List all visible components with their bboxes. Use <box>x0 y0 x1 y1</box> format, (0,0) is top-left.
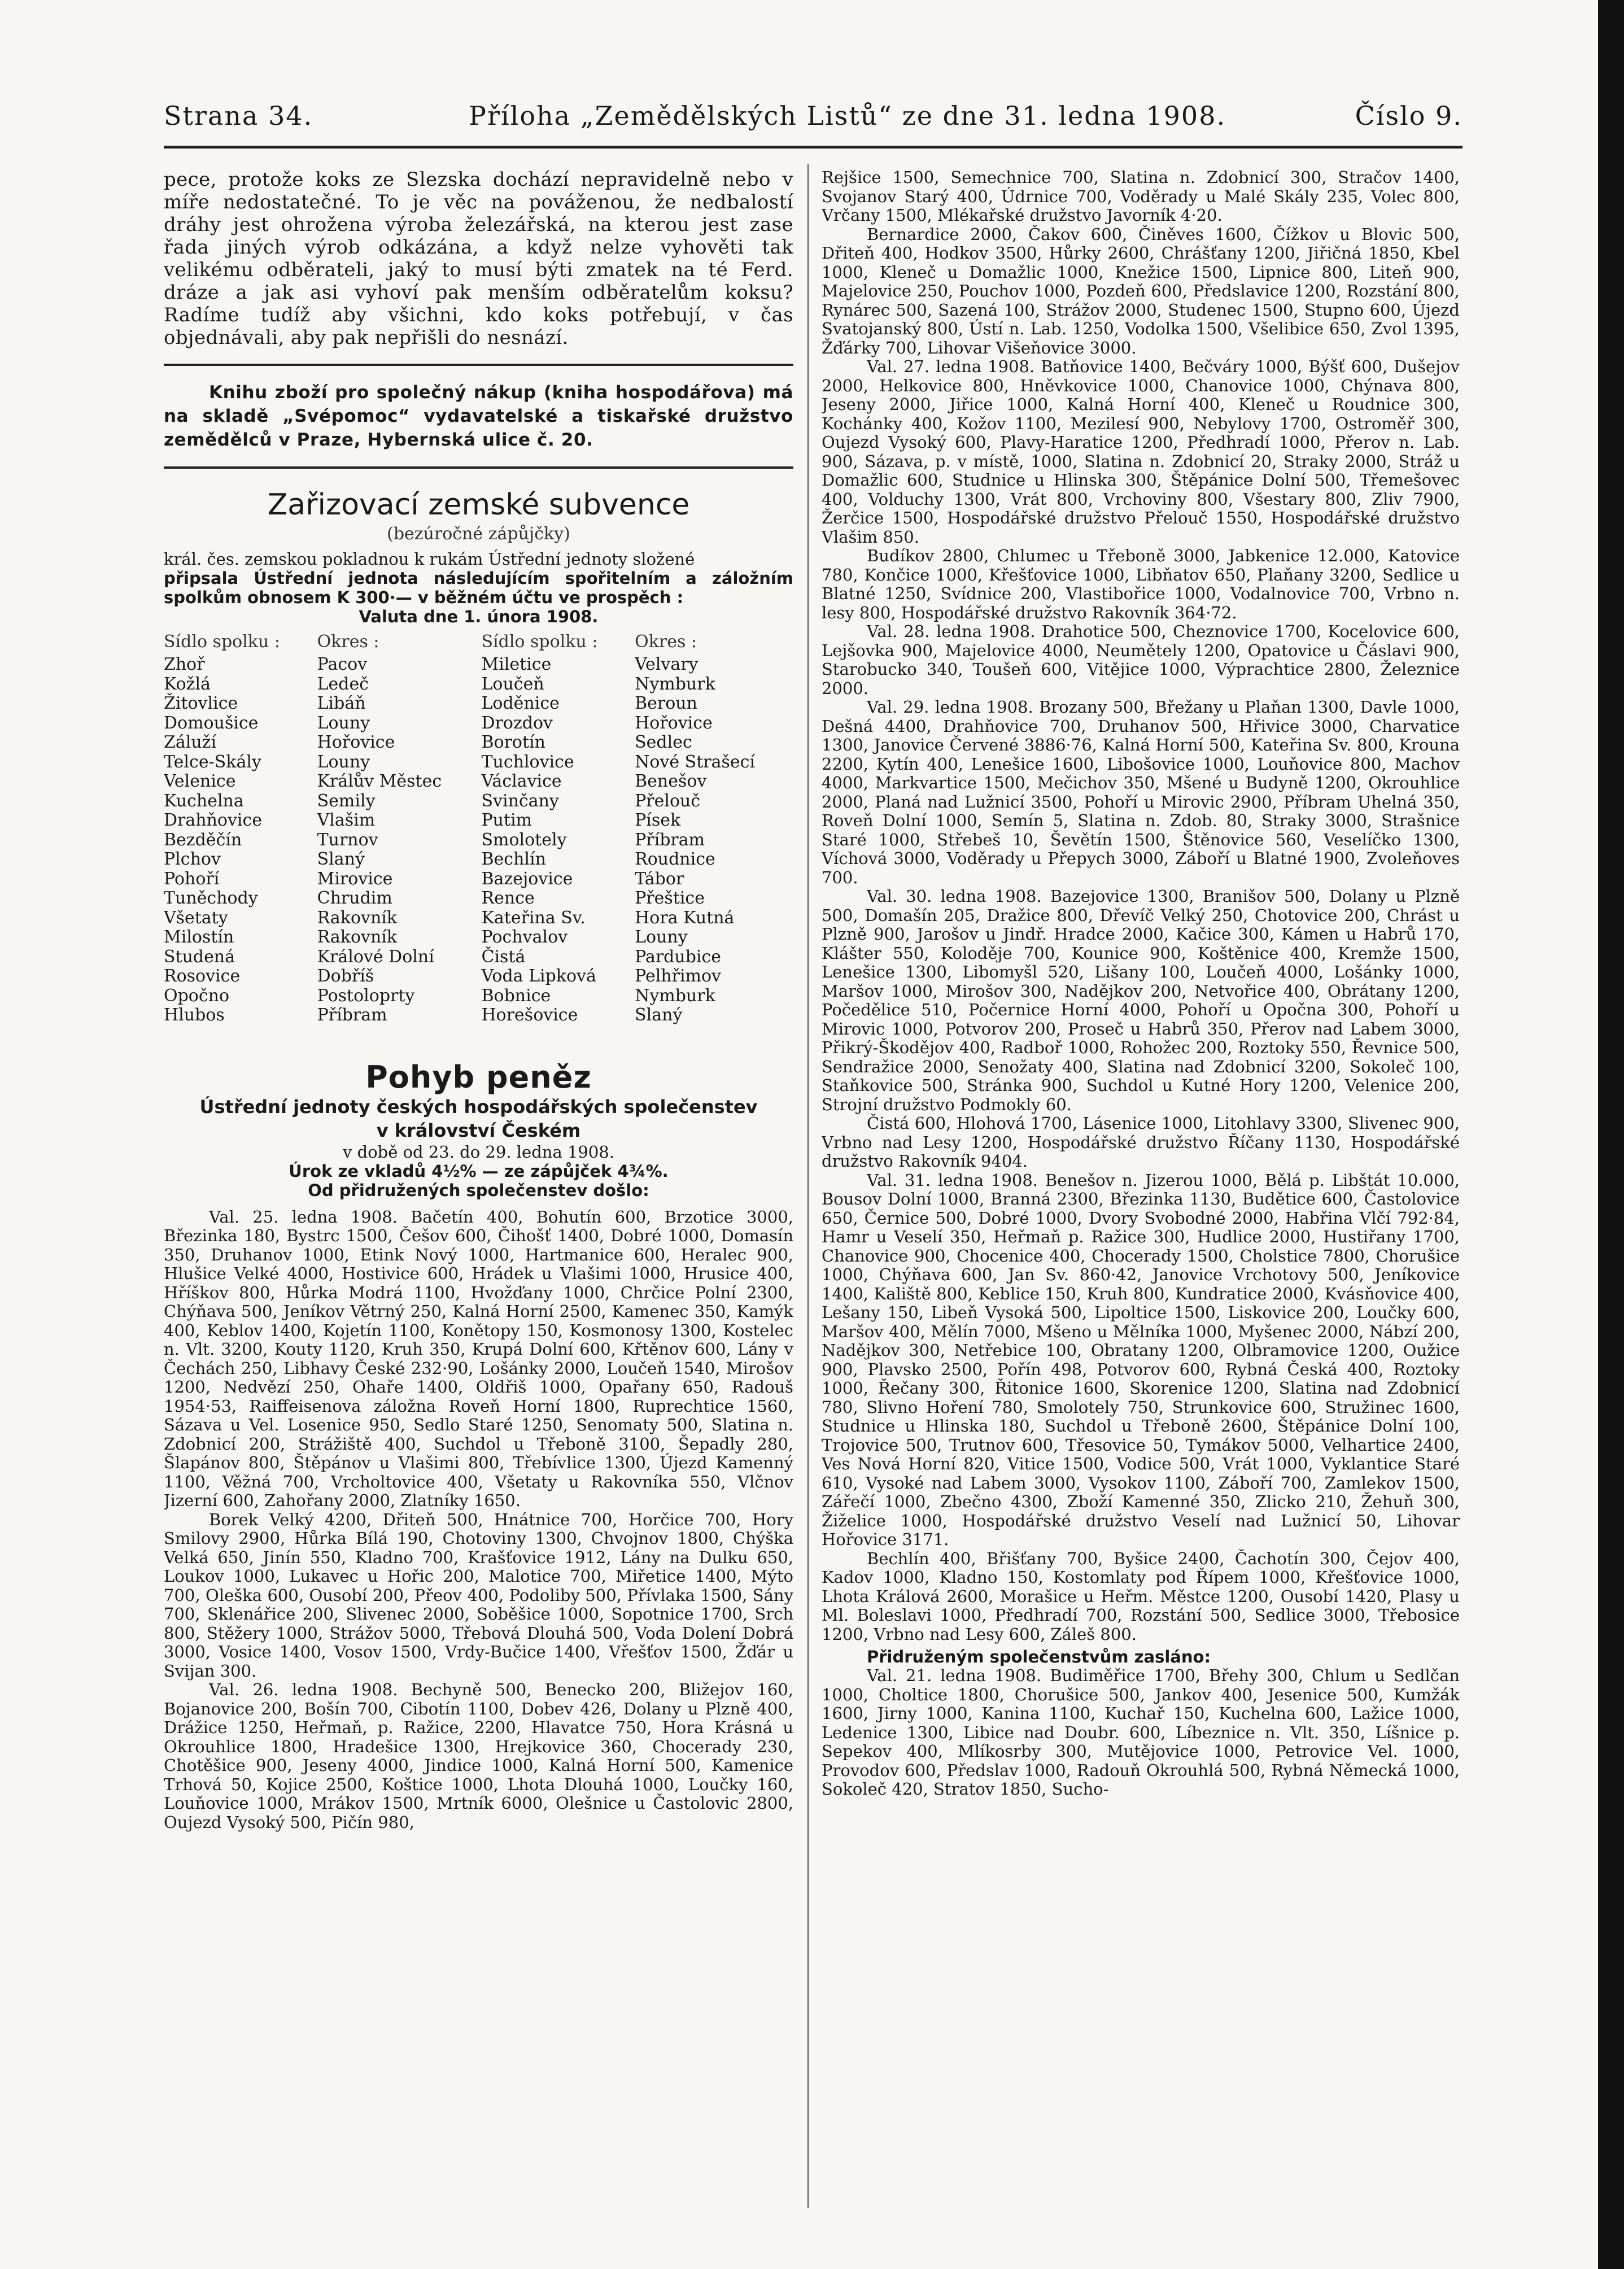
entry-paragraph: Val. 31. ledna 1908. Benešov n. Jizerou 1000, Bělá p. Libštát 10.000, Bousov Dolní 1000, Branná 2300, Březinka 1130, Budětice 600, Častolovice 650, Černice 500, Dobré 1000, Dvory Svobodné 2000, Habřina Vlčí 792·84, Hamr u Veselí 350, Heřmaň p. Ražice 300, Hudlice 2000, Hustiřany 1700, Chanovice 900, Chocenice 400, Chocerady 1500, Cholstice 7800, Chorušice 1000, Chýňava 600, Jan Sv. 860·42, Janovice Vrchotovy 500, Jeníkovice 1400, Kaliště 800, Keblice 150, Kruh 800, Kundratice 2000, Kvásňovice 400, Lešany 150, Libeň Vysoká 500, Lipoltice 1500, Liskovice 200, Loučky 600, Maršov 400, Mělín 7000, Mšeno u Mělníka 1000, Myšenec 2000, Nábzí 200, Nadějkov 300, Netřebice 100, Obratany 1200, Olbramovice 1200, Oužice 900, Plavsko 2500, Pořín 498, Potvorov 600, Rybná Česká 400, Roztoky 1000, Řečany 300, Řitonice 1600, Skorenice 1200, Slatina nad Zdobnicí 780, Slivno Hoření 780, Smolotely 750, Strunkovice 600, Stružinec 1600, Studnice u Hlinska 180, Suchdol u Třeboně 2600, Štěpánice Dolní 100, Trojovice 500, Trutnov 600, Třesovice 50, Tymákov 5000, Velhartice 2400, Ves Nová Horní 820, Vitice 1500, Vodice 500, Vrát 1000, Vyklantice Staré 610, Vysoké nad Labem 3000, Vysokov 1100, Záboří 700, Zamlekov 1500, Zářečí 1000, Zbečno 4300, Zboží Kamenné 350, Zlicko 210, Žehuň 300, Žiželice 1000, Hospodářské družstvo Veselí nad Lužnicí 50, Lihovar Hořovice 3171. <box>822 1170 1460 1549</box>
subsidy-table-cell: Miletice <box>481 654 552 674</box>
subsidy-table-row <box>164 967 793 987</box>
entry-paragraph: Val. 30. ledna 1908. Bazejovice 1300, Branišov 500, Dolany u Plzně 500, Domašín 205, Dražice 800, Dřevíč Velký 250, Chotovice 200, Chrást u Plzně 900, Jarošov u Jindř. Hradce 2000, Kačice 300, Kámen u Habrů 170, Klášter 550, Koloděje 700, Kounice 900, Koštěnice 400, Kremže 1500, Lenešice 1300, Libomyšl 520, Lišany 100, Loučeň 4000, Lošánky 1000, Maršov 1000, Mirošov 300, Nadějkov 200, Netvořice 400, Obrátany 1200, Počedělice 510, Počernice Horní 4000, Pohoří u Opočna 300, Pohoří u Mirovic 1000, Potvorov 200, Proseč u Habrů 350, Přerov nad Labem 3000, Přikrý-Škodějov 400, Radboř 1000, Rohožec 200, Roztoky 550, Řevnice 500, Sendražice 2000, Senožaty 400, Slatina nad Zdobnicí 3200, Sokoleč 100, Staňkovice 500, Stránka 900, Suchdol u Kutné Hory 1200, Velenice 200, Strojní družstvo Podmokly 60. <box>822 887 1460 1114</box>
subsidy-table-cell: Semily <box>317 791 376 811</box>
money-movement-title: Pohyb peněz <box>365 1059 592 1095</box>
subsidy-table-cell: Záluží <box>164 732 217 752</box>
sent-heading: Přidruženým společenstvům zasláno: <box>867 1647 1211 1666</box>
subsidy-table-cell: Tuchlovice <box>481 752 574 772</box>
subsidy-table-cell: Pochvalov <box>481 927 568 947</box>
subsidy-table-cell: Bazejovice <box>481 869 573 889</box>
subsidy-table-cell: Rakovník <box>317 927 398 947</box>
subsidy-table-cell: Slaný <box>317 849 365 869</box>
subsidy-table-cell: Beroun <box>635 693 697 713</box>
interest-rate-line: Úrok ze vkladů 4½% — ze zápůjček 4¾%. <box>289 1161 669 1181</box>
subsidy-table-cell: Mirovice <box>317 869 393 889</box>
entry-paragraph: Val. 29. ledna 1908. Brozany 500, Břežany u Plaňan 1300, Davle 1000, Dešná 4400, Drahňovice 700, Druhanov 500, Hřivice 3000, Charvatice 1300, Janovice Červené 3886·76, Kalná Horní 500, Kateřina Sv. 800, Krouna 2200, Kytín 400, Lenešice 1600, Libošovice 1000, Louňovice 800, Machov 4000, Markvartice 1500, Mečichov 350, Mšené u Budyně 1200, Okrouhlice 2000, Planá nad Lužnicí 3500, Pohoří u Mirovic 2900, Příbram Uhelná 350, Roveň Dolní 1000, Semín 5, Slatina n. Zdob. 80, Straky 3000, Strašnice Staré 1000, Střebeš 10, Ševětín 1500, Štěnovice 560, Veselíčko 1300, Víchová 3000, Voděrady u Přepych 3000, Záboří u Blatné 1900, Zvoleňoves 700. <box>822 697 1460 887</box>
col-header: Sídlo spolku : <box>481 632 598 652</box>
subsidy-table-cell: Přeštice <box>635 888 705 908</box>
subsidy-table-row <box>164 831 793 850</box>
subsidy-table-body <box>164 655 793 1026</box>
publication-title: Příloha „Zemědělských Listů“ ze dne 31. ledna 1908. <box>469 101 1226 131</box>
subsidy-table-cell: Studená <box>164 946 235 967</box>
entry-paragraph: Bechlín 400, Břišťany 700, Byšice 2400, Čachotín 300, Čejov 400, Kadov 1000, Kladno 150, Kostomlaty pod Řípem 1000, Křešťovice 1000, Lhota Králová 2600, Morašice u Heřm. Městce 1200, Ousobí 1420, Plasy u Ml. Boleslavi 1000, Předhradí 700, Rozstání 500, Sedlice 3000, Třebosice 1200, Vrbno nad Lesy 600, Záleš 800. <box>822 1548 1460 1644</box>
col-header: Okres : <box>635 632 697 652</box>
subsidy-table-cell: Chrudim <box>317 888 392 908</box>
subsidy-table-row <box>164 694 793 714</box>
subsidy-table-row <box>164 753 793 773</box>
subsidy-table-cell: Svinčany <box>481 791 559 811</box>
subsidy-table-row <box>164 733 793 753</box>
subsidy-table-row <box>164 870 793 889</box>
subsidy-table-row <box>164 714 793 734</box>
subsidy-table-cell: Přelouč <box>635 791 701 811</box>
subsidy-table-row <box>164 909 793 928</box>
subsidy-table-cell: Sedlec <box>635 732 692 752</box>
subsidy-table-cell: Opočno <box>164 985 230 1006</box>
book-notice: Knihu zboží pro společný nákup (kniha hospodářova) má na skladě „Svépomoc“ vydavatelské a tiskařské družstvo zemědělců v Praze, Hybernská ulice č. 20. <box>164 382 793 450</box>
subsidy-table-cell: Rence <box>481 888 535 908</box>
notice-rule-top <box>164 364 793 366</box>
subsidy-table-cell: Drahňovice <box>164 810 263 830</box>
left-column <box>164 168 793 2213</box>
subsidy-table-cell: Hořovice <box>635 713 713 733</box>
subsidy-table-cell: Louny <box>317 713 370 733</box>
subsidy-table-cell: Plchov <box>164 849 221 869</box>
subsidy-title: Zařizovací zemské subvence <box>267 488 690 522</box>
subsidy-valuta: Valuta dne 1. února 1908. <box>359 607 599 626</box>
subsidy-table-cell: Všetaty <box>164 907 228 928</box>
col-header: Sídlo spolku : <box>164 632 280 652</box>
entry-paragraph: Val. 25. ledna 1908. Bačetín 400, Bohutín 600, Brzotice 3000, Březinka 180, Bystrc 1500, Češov 600, Čihošť 1400, Dobré 1000, Domasín 350, Druhanov 1000, Etink Nový 1000, Hartmanice 600, Heralec 900, Hlušice Velké 4000, Hostivice 600, Hrádek u Vlašimi 1000, Hrusice 400, Hříškov 800, Hůrka Modrá 1100, Hvožďany 1000, Chrčice Polní 2300, Chýňava 500, Jeníkov Větrný 250, Kalná Horní 2500, Kamenec 350, Kamýk 400, Keblov 1400, Kojetín 1100, Konětopy 150, Kosmonosy 1300, Kostelec n. Vlt. 3200, Kouty 1120, Kruh 350, Krupá Dolní 600, Křtěnov 600, Lány v Čechách 250, Libhavy České 232·90, Lošánky 2000, Loučeň 1540, Mirošov 1200, Nedvězí 250, Ohaře 1400, Oldřiš 1000, Opařany 650, Radouš 1954·53, Raiffeisenova záložna Roveň Horní 1800, Ruprechtice 1560, Sázava u Vel. Losenice 950, Sedlo Staré 1250, Senomaty 500, Slatina n. Zdobnicí 200, Strážiště 400, Suchdol u Třeboně 3100, Šepadly 280, Šlapánov 800, Štěpánov u Vlašimi 800, Třebívlice 1300, Újezd Kamenný 1100, Věžná 700, Vrcholtovice 400, Všetaty u Rakovníka 550, Vlčnov Jizerní 600, Zahořany 2000, Zlatníky 1650. <box>164 1207 793 1510</box>
subsidy-table-cell: Ledeč <box>317 674 369 694</box>
subsidy-table <box>164 632 793 1026</box>
subsidy-table-cell: Pelhřimov <box>635 966 722 986</box>
subsidy-table-cell: Králův Městec <box>317 771 442 791</box>
subsidy-table-row <box>164 928 793 948</box>
subsidy-table-cell: Kožlá <box>164 674 211 694</box>
subsidy-table-cell: Kateřina Sv. <box>481 907 586 928</box>
subsidy-table-row <box>164 675 793 695</box>
col-header: Okres : <box>317 632 379 652</box>
subsidy-table-cell: Čistá <box>481 946 526 967</box>
entry-paragraph: Čistá 600, Hlohová 1700, Lásenice 1000, Litohlavy 3300, Slivenec 900, Vrbno nad Lesy 1200, Hospodářské družstvo Říčany 1130, Hospodářské družstvo Rakovník 9404. <box>822 1114 1460 1171</box>
subsidy-table-cell: Borotín <box>481 732 545 752</box>
right-column <box>822 168 1460 2213</box>
subsidy-table-row <box>164 792 793 811</box>
entry-paragraph: Val. 26. ledna 1908. Bechyně 500, Benecko 200, Bližejov 160, Bojanovice 200, Bošín 700, Cibotín 1100, Dobev 426, Dolany u Plzně 400, Drážice 1250, Heřmaň, p. Ražice, 2200, Hlavatce 750, Hora Krásná u Okrouhlice 1800, Hradešice 1300, Hrejkovice 360, Chocerady 230, Chotěšice 900, Jeseny 4000, Jindice 1000, Kalná Horní 500, Kamenice Trhová 50, Kojice 2500, Koštice 1000, Lhota Dlouhá 1000, Loučky 160, Louňovice 1000, Mrákov 1500, Mrtník 6000, Olešnice u Častolovic 2800, Oujezd Vysoký 500, Pičín 980, <box>164 1680 793 1832</box>
coke-article-text: pece, protože koks ze Slezska dochází nepravidelně nebo v míře nedostatečné. To je věc na pováženou, že nedbalostí dráhy jest ohrožena výroba železářská, na kterou jest zase řada jiných výrob odkázána, a když nelze vyhověti tak velikému odběrateli, jaký to musí býti zmatek na té Ferd. dráze a jak asi vyhoví pak menším odběratelům koksu? Radíme tudíž aby všichni, kdo koks potřebují, v čas objednávali, aby pak nepřišli do nesnází. <box>164 168 793 349</box>
subsidy-table-cell: Bezděčín <box>164 830 242 850</box>
subsidy-table-row <box>164 811 793 831</box>
subsidy-table-cell: Tábor <box>635 869 684 889</box>
subsidy-table-cell: Postoloprty <box>317 985 415 1006</box>
subsidy-table-cell: Voda Lipková <box>481 966 596 986</box>
subsidy-table-cell: Louny <box>635 927 688 947</box>
subsidy-table-cell: Nymburk <box>635 674 715 694</box>
header-rule <box>164 146 1463 149</box>
period-line: v době od 23. do 29. ledna 1908. <box>343 1142 614 1162</box>
subsidy-table-cell: Smolotely <box>481 830 567 850</box>
subsidy-table-cell: Hlubos <box>164 1005 225 1025</box>
subsidy-table-cell: Slaný <box>635 1005 683 1025</box>
scan-edge <box>1598 0 1624 2269</box>
subsidy-table-row <box>164 889 793 909</box>
subsidy-table-row <box>164 948 793 967</box>
subsidy-table-cell: Libáň <box>317 693 366 713</box>
subsidy-table-cell: Hora Kutná <box>635 907 735 928</box>
entry-paragraph: Rejšice 1500, Semechnice 700, Slatina n. Zdobnicí 300, Stračov 1400, Svojanov Starý 400, Údrnice 700, Voděrady u Malé Skály 235, Volec 800, Vrčany 1500, Mlékařské družstvo Javorník 4·20. <box>822 168 1460 225</box>
subsidy-table-cell: Kuchelna <box>164 791 244 811</box>
subsidy-table-cell: Zhoř <box>164 654 205 674</box>
subsidy-table-cell: Horešovice <box>481 1005 578 1025</box>
entry-paragraph: Borek Velký 4200, Dřiteň 500, Hnátnice 700, Horčice 700, Hory Smilovy 2900, Hůrka Bílá 190, Chotoviny 1300, Chvojnov 1800, Chýška Velká 650, Jinín 550, Kladno 700, Krašťovice 1912, Lány na Dulku 650, Loukov 1000, Lukavec u Hořic 200, Malotice 700, Miřetice 1400, Mýto 700, Oleška 600, Ousobí 200, Přeov 400, Podoliby 500, Přívlaka 1500, Sány 700, Sklenářice 200, Slivenec 2000, Soběšice 1000, Sopotnice 1700, Srch 800, Stěžery 1000, Strážov 5000, Třebová Dlouhá 500, Voda Dolení Dobrá 3000, Vosice 1400, Vosov 1500, Vrdy-Bučice 1400, Vřešťov 1500, Žďár u Svijan 300. <box>164 1509 793 1681</box>
subsidy-credit-text: připsala Ústřední jednota následujícím spořitelním a záložním spolkům obnosem K 300·— v běžném účtu ve prospěch : <box>164 569 793 607</box>
subsidy-table-cell: Loučeň <box>481 674 544 694</box>
subsidy-table-cell: Nové Strašecí <box>635 752 756 772</box>
subsidy-table-cell: Bobnice <box>481 985 551 1006</box>
received-heading: Od přidružených společenstev došlo: <box>308 1180 649 1200</box>
subsidy-table-cell: Hořovice <box>317 732 395 752</box>
entry-paragraph: Budíkov 2800, Chlumec u Třeboně 3000, Jabkenice 12.000, Katovice 780, Končice 1000, Křešťovice 1000, Libňatov 650, Plaňany 3200, Sedlice u Blatné 1250, Svídnice 200, Vlastibořice 1000, Vodalnovice 700, Vrbno n. lesy 800, Hospodářské družstvo Rakovník 364·72. <box>822 546 1460 622</box>
organization-name: Ústřední jednoty českých hospodářských společenstev <box>199 1096 758 1118</box>
subsidy-table-cell: Pohoří <box>164 869 220 889</box>
subsidy-table-cell: Dobříš <box>317 966 374 986</box>
subsidy-table-cell: Nymburk <box>635 985 715 1006</box>
subsidy-table-cell: Velvary <box>635 654 699 674</box>
subsidy-table-cell: Králové Dolní <box>317 946 434 967</box>
subsidy-line: král. čes. zemskou pokladnou k rukám Ústřední jednoty složené <box>164 549 695 569</box>
subsidy-table-header <box>164 632 793 655</box>
subsidy-table-row <box>164 772 793 792</box>
subsidy-table-row <box>164 850 793 870</box>
subsidy-table-cell: Louny <box>317 752 370 772</box>
subsidy-table-cell: Tuněchody <box>164 888 258 908</box>
subsidy-table-cell: Velenice <box>164 771 236 791</box>
organization-kingdom: v království Českém <box>376 1119 581 1141</box>
subsidy-table-cell: Benešov <box>635 771 707 791</box>
subsidy-table-cell: Písek <box>635 810 681 830</box>
column-divider <box>807 164 809 2208</box>
page-header <box>164 101 1463 134</box>
subsidy-table-cell: Václavice <box>481 771 562 791</box>
subsidy-table-cell: Drozdov <box>481 713 553 733</box>
page-number: Strana 34. <box>164 101 313 131</box>
subsidy-table-cell: Příbram <box>317 1005 387 1025</box>
subsidy-table-cell: Domoušice <box>164 713 259 733</box>
subsidy-table-cell: Vlašim <box>317 810 376 830</box>
entry-paragraph: Bernardice 2000, Čakov 600, Činěves 1600, Čížkov u Blovic 500, Dřiteň 400, Hodkov 3500, Hůrky 2600, Chrášťany 1200, Jiřičná 1850, Kbel 1000, Kleneč u Domažlic 1000, Knežice 1500, Lipnice 800, Liteň 900, Majelovice 250, Pouchov 1000, Pozdeň 600, Předslavice 1200, Rozstání 800, Rynárec 500, Sazená 100, Strážov 2000, Studenec 1500, Stupno 600, Újezd Svatojanský 800, Ústí n. Lab. 1250, Vodolka 1500, Všelibice 650, Zvol 1395, Žďárky 700, Lihovar Višeňovice 3000. <box>822 224 1460 357</box>
subsidy-subtitle: (bezúročné zápůjčky) <box>387 524 570 544</box>
entry-paragraph: Val. 27. ledna 1908. Batňovice 1400, Bečváry 1000, Býšť 600, Dušejov 2000, Helkovice 800, Hněvkovice 1000, Chanovice 1000, Chýnava 800, Jeseny 2000, Jiřice 1000, Kalná Horní 400, Kleneč u Roudnice 300, Kochánky 400, Kožov 1100, Mezilesí 900, Nebylovy 1700, Ostroměř 300, Oujezd Vysoký 600, Plavy-Haratice 1200, Předhradí 1000, Přerov n. Lab. 900, Sázava, p. v místě, 1000, Slatina n. Zdobnicí 20, Straky 2000, Stráž u Domažlic 600, Studnice u Hlinska 300, Štěpánice Dolní 500, Třemešovec 400, Volduchy 1300, Vrát 800, Vrchoviny 800, Všestary 800, Zliv 7900, Žerčice 1500, Hospodářské družstvo Přelouč 1550, Hospodářské družstvo Vlašim 850. <box>822 357 1460 547</box>
subsidy-table-cell: Loděnice <box>481 693 560 713</box>
entry-paragraph: Val. 28. ledna 1908. Drahotice 500, Cheznovice 1700, Kocelovice 600, Lejšovka 900, Majelovice 4000, Neumětely 1200, Opatovice u Čáslavi 900, Starobucko 340, Toušeň 600, Vitějice 1000, Výprachtice 2800, Železnice 2000. <box>822 622 1460 698</box>
subsidy-table-cell: Milostín <box>164 927 234 947</box>
subsidy-table-cell: Žitovlice <box>164 693 238 713</box>
subsidy-table-row <box>164 1006 793 1026</box>
subsidy-table-cell: Příbram <box>635 830 705 850</box>
subsidy-table-cell: Roudnice <box>635 849 715 869</box>
subsidy-table-cell: Rosovice <box>164 966 241 986</box>
issue-number: Číslo 9. <box>1355 101 1463 131</box>
notice-rule-bottom <box>164 466 793 469</box>
subsidy-table-cell: Turnov <box>317 830 378 850</box>
subsidy-table-cell: Putim <box>481 810 532 830</box>
entry-paragraph: Val. 21. ledna 1908. Budiměřice 1700, Břehy 300, Chlum u Sedlčan 1000, Choltice 1800, Chorušice 500, Jankov 400, Jesenice 500, Kumžák 1600, Jirny 1000, Kanina 1100, Kuchař 150, Kuchelna 600, Lažice 1000, Ledenice 1300, Libice nad Doubr. 600, Líbeznice n. Vlt. 350, Líšnice p. Sepekov 400, Mlíkosrby 300, Mutějovice 1000, Petrovice Vel. 1000, Provodov 600, Předslav 1000, Radouň Okrouhlá 500, Rybná Německá 1000, Sokoleč 420, Stratov 1850, Sucho- <box>822 1666 1460 1799</box>
subsidy-table-cell: Pardubice <box>635 946 722 967</box>
subsidy-table-cell: Telce-Skály <box>164 752 261 772</box>
subsidy-table-cell: Rakovník <box>317 907 398 928</box>
subsidy-table-cell: Bechlín <box>481 849 546 869</box>
subsidy-table-row <box>164 987 793 1006</box>
subsidy-table-row <box>164 655 793 675</box>
subsidy-table-cell: Pacov <box>317 654 368 674</box>
